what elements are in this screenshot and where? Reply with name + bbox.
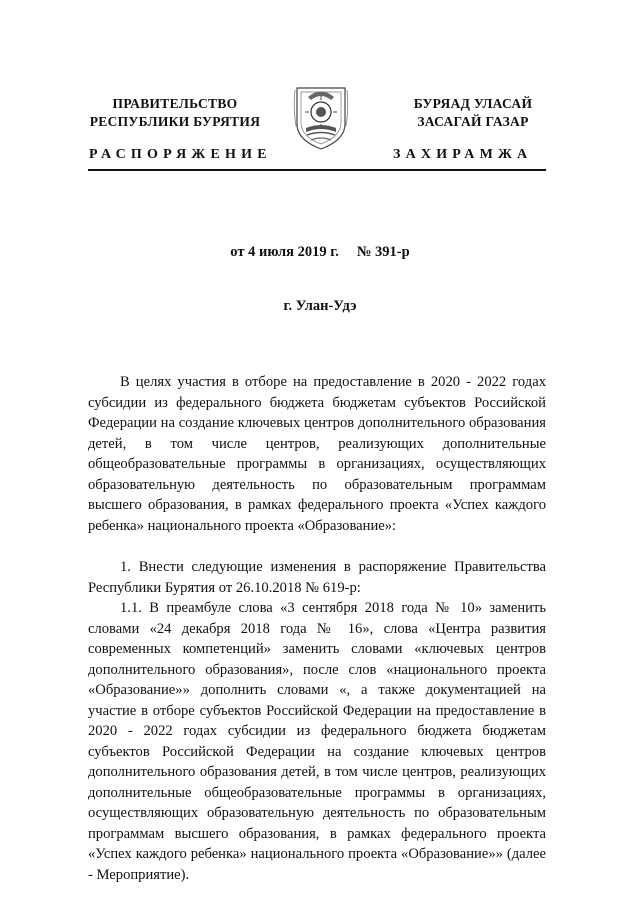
government-name-line1: ПРАВИТЕЛЬСТВО bbox=[112, 96, 238, 111]
item-1-paragraph: 1. Внести следующие изменения в распоряжение Правительства Республики Бурятия от 26.10.2018 № 619-р: bbox=[88, 559, 546, 596]
government-name-buryat-line2: ЗАСАГАЙ ГАЗАР bbox=[417, 114, 529, 129]
header-left bbox=[60, 95, 290, 131]
document-date: от 4 июля 2019 г. bbox=[230, 244, 339, 260]
coat-of-arms-icon bbox=[292, 78, 350, 152]
preamble-paragraph: В целях участия в отборе на предоставление в 2020 - 2022 годах субсидии из федерального бюджета бюджетам субъектов Российской Федерации на создание ключевых центров дополнительного образования детей, в том числе центров, реализующих дополнительные общеобразовательные программы в организациях, осуществляющих образовательную деятельность по образовательным программам высшего образования, в рамках федерального проекта «Успех каждого ребенка» национального проекта «Образование»: bbox=[88, 374, 546, 534]
document-type-russian: РАСПОРЯЖЕНИЕ bbox=[89, 147, 272, 162]
header-right bbox=[358, 95, 588, 131]
document-city: г. Улан-Удэ bbox=[283, 298, 357, 314]
government-name-line2: РЕСПУБЛИКИ БУРЯТИЯ bbox=[89, 114, 261, 129]
document-date-number bbox=[0, 244, 640, 261]
government-name-buryat-line1: БУРЯАД УЛАСАЙ bbox=[413, 96, 533, 111]
document-number: № 391-р bbox=[356, 244, 410, 260]
document-body bbox=[88, 372, 546, 885]
item-1-1-paragraph: 1.1. В преамбуле слова «3 сентября 2018 года № 10» заменить словами «24 декабря 2018 года № 16», слова «Центра развития современных компетенций» заменить словами «ключевых центров дополнительного образования», после слов «национального проекта «Образование»» дополнить словами «, а также документацией на участие в отборе субъектов Российской Федерации на предоставление в 2020 - 2022 годах субсидии из федерального бюджета бюджетам субъектов Российской Федерации на создание ключевых центров дополнительного образования детей, в том числе центров, реализующих дополнительные общеобразовательные программы в организациях, осуществляющих образовательную деятельность по образовательным программам высшего образования, в рамках федерального проекта «Успех каждого ребенка» национального проекта «Образование»» (далее - Мероприятие). bbox=[88, 600, 546, 883]
document-type-buryat: ЗАХИРАМЖА bbox=[393, 147, 533, 162]
header-divider bbox=[88, 169, 546, 171]
